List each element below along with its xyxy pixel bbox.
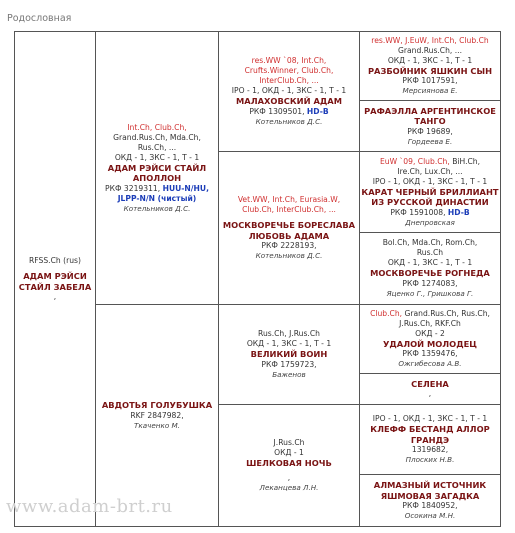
sss-cell: [359, 31, 501, 101]
sds-cell: [359, 151, 501, 233]
dam-dam-cell: [218, 404, 360, 527]
ddd-reg: РКФ 1840952,: [402, 501, 458, 510]
dss-titles: J.Rus.Ch, RKF.Ch: [399, 318, 461, 328]
sdd-titles: Bol.Ch, Mda.Ch, Rom.Ch,: [382, 238, 478, 248]
sire-owner: Котельников Д.С.: [123, 203, 191, 213]
sire-health: HUU-N/HU,: [162, 183, 209, 193]
ss-reg: РКФ 1309501,: [249, 106, 305, 116]
dss-titles: Grand.Rus.Ch, Rus.Ch,: [404, 308, 490, 318]
ddd-name[interactable]: ЯШМОВАЯ ЗАГАДКА: [380, 490, 480, 501]
dss-cell: [359, 304, 501, 374]
dds-name[interactable]: КЛЕФФ БЕСТАНД АЛЛОР: [370, 424, 490, 434]
sire-reg: РКФ 3219311,: [105, 183, 161, 193]
ss-health: HD-B: [306, 106, 329, 116]
page-title: Родословная: [7, 13, 72, 24]
dam-name[interactable]: АВДОТЬЯ ГОЛУБУШКА: [101, 400, 213, 411]
dss-tests: ОКД - 2: [415, 328, 445, 338]
sds-name[interactable]: КАРАТ ЧЕРНЫЙ БРИЛЛИАНТ: [361, 186, 499, 197]
dam-sire-cell: [218, 304, 360, 405]
ssd-cell: [359, 100, 501, 152]
sire-titles: Grand.Rus.Ch, Mda.Ch,: [113, 132, 201, 142]
ds-name[interactable]: ВЕЛИКИЙ ВОИН: [250, 349, 328, 360]
ss-titles: InterClub.Ch, ...: [259, 76, 319, 86]
ssd-name[interactable]: ТАНГО: [414, 116, 446, 126]
dsd-cell: [359, 373, 501, 405]
sd-titles: Club.Ch, InterClub.Ch, ...: [242, 205, 336, 214]
dog-name-line2[interactable]: СТАЙЛ ЗАБЕЛА: [18, 281, 92, 292]
sss-owner: Мерсиянова Е.: [402, 86, 458, 96]
sdd-cell: [359, 232, 501, 305]
sds-titles: Ire.Ch, Lux.Ch, ...: [397, 166, 463, 176]
dss-reg: РКФ 1359476,: [402, 349, 458, 359]
sd-titles: Vet.WW, Int.Ch, Eurasia.W,: [237, 195, 341, 204]
sd-reg: РКФ 2228193,: [261, 241, 317, 250]
dsd-name[interactable]: СЕЛЕНА: [411, 378, 449, 389]
ssd-reg: РКФ 19689,: [407, 126, 453, 136]
dss-titles: Club.Ch,: [370, 308, 403, 318]
dd-titles: J.Rus.Ch: [273, 437, 305, 447]
dd-name[interactable]: ШЕЛКОВАЯ НОЧЬ: [246, 457, 332, 468]
dds-tests: IPO - 1, ОКД - 1, ЗКС - 1, Т - 1: [372, 414, 488, 423]
ssd-owner: Гордеева Е.: [407, 136, 453, 146]
ds-owner: Баженов: [272, 369, 306, 379]
dd-owner: Леканцева Л.Н.: [259, 483, 319, 493]
sdd-titles: Rus.Ch: [416, 248, 444, 258]
sds-reg: РКФ 1591008,: [390, 207, 446, 217]
dd-tail: ,: [287, 473, 291, 483]
ss-name[interactable]: МАЛАХОВСКИЙ АДАМ: [236, 96, 342, 107]
dds-reg: 1319682,: [411, 445, 449, 454]
dd-tests: ОКД - 1: [274, 447, 304, 457]
sds-health: HD-B: [447, 207, 470, 217]
dds-name[interactable]: ГРАНДЭ: [410, 434, 450, 445]
dog-tail: ,: [53, 292, 57, 301]
ss-titles: Crufts.Winner, Club.Ch,: [244, 66, 334, 76]
ssd-name[interactable]: РАФАЭЛЛА АРГЕНТИНСКОЕ: [364, 105, 496, 116]
sire-health: JLPP-N/N (чистый): [117, 193, 197, 203]
sss-name[interactable]: РАЗБОЙНИК ЯШКИН СЫН: [367, 65, 493, 76]
sds-name[interactable]: ИЗ РУССКОЙ ДИНАСТИИ: [371, 197, 489, 207]
watermark: www.adam-brt.ru: [6, 496, 173, 517]
dss-name[interactable]: УДАЛОЙ МОЛОДЕЦ: [383, 338, 477, 349]
sire-name[interactable]: АДАМ РЭЙСИ СТАЙЛ: [107, 162, 207, 173]
ss-owner: Котельников Д.С.: [255, 116, 323, 126]
ss-tests: IPO - 1, ОКД - 1, ЗКС - 1, Т - 1: [231, 86, 347, 96]
dds-cell: [359, 404, 501, 475]
sire-cell: [95, 31, 219, 305]
sds-titles: EuW `09, Club.Ch,: [379, 156, 450, 166]
pedigree-dog-cell: [14, 31, 96, 527]
sire-tests: ОКД - 1, ЗКС - 1, Т - 1: [114, 152, 200, 162]
ddd-name[interactable]: АЛМАЗНЫЙ ИСТОЧНИК: [373, 480, 487, 490]
ds-reg: РКФ 1759723,: [261, 359, 317, 369]
sdd-tests: ОКД - 1, ЗКС - 1, Т - 1: [387, 258, 473, 268]
sire-dam-cell: [218, 151, 360, 305]
sire-sire-cell: [218, 31, 360, 152]
sire-titles: Int.Ch, Club.Ch,: [127, 122, 187, 132]
sds-tests: IPO - 1, ОКД - 1, ЗКС - 1, Т - 1: [372, 176, 488, 186]
sss-tests: ОКД - 1, ЗКС - 1, Т - 1: [387, 55, 473, 65]
ds-tests: ОКД - 1, ЗКС - 1, Т - 1: [246, 339, 332, 349]
dam-owner: Ткаченко М.: [133, 420, 180, 430]
dog-titles: RFSS.Ch (rus): [29, 256, 81, 265]
sss-reg: РКФ 1017591,: [402, 76, 458, 86]
sd-name[interactable]: ЛЮБОВЬ АДАМА: [248, 230, 330, 241]
ddd-cell: [359, 474, 501, 527]
ddd-owner: Осокина М.Н.: [404, 511, 456, 520]
dds-owner: Плоских Н.В.: [405, 455, 455, 464]
dsd-tail: ,: [428, 389, 432, 399]
dss-owner: Ожгибесова А.В.: [398, 359, 462, 369]
sdd-owner: Яценко Г., Гришкова Г.: [386, 288, 474, 298]
sds-owner: Днепровская: [405, 217, 455, 227]
ss-titles: res.WW `08, Int.Ch,: [251, 56, 327, 66]
sd-owner: Котельников Д.С.: [255, 251, 323, 260]
ds-titles: Rus.Ch, J.Rus.Ch: [258, 329, 320, 339]
sss-titles: res.WW, J.EuW, Int.Ch, Club.Ch: [371, 35, 489, 45]
sire-name[interactable]: АПОЛЛОН: [132, 173, 182, 183]
sds-titles: BiH.Ch,: [452, 156, 481, 166]
sd-name[interactable]: МОСКВОРЕЧЬЕ БОРЕСЛАВА: [222, 220, 356, 230]
sdd-reg: РКФ 1274083,: [402, 278, 458, 288]
dam-cell: [95, 304, 219, 527]
dog-name-line1[interactable]: АДАМ РЭЙСИ: [23, 271, 87, 281]
sdd-name[interactable]: МОСКВОРЕЧЬЕ РОГНЕДА: [370, 268, 490, 279]
sire-titles: Rus.Ch, ...: [137, 142, 177, 152]
dam-reg: RKF 2847982,: [130, 410, 184, 420]
sss-titles: Grand.Rus.Ch, ...: [397, 45, 462, 55]
